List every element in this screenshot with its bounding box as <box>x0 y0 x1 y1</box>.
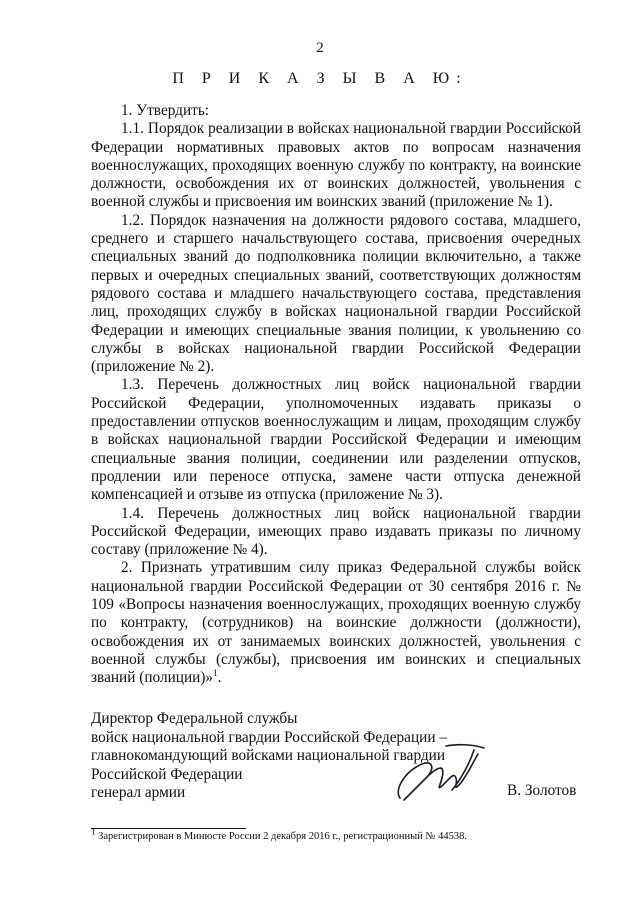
footnote-divider <box>91 828 246 829</box>
signatory-title-line-2: войск национальной гвардии Российской Федерации – <box>91 728 447 746</box>
paragraph-2: 2. Признать утратившим силу приказ Федеральной службы войск национальной гвардии Российской Федерации от 30 сентября 2016 г. № 109 «Вопросы назначения военнослужащих, проходящих военную службу по контракту, (сотрудников) на воинские должности (должности), освобождения их от занимаемых воинских должностей, увольнения с военной службы (службы), присвоения им воинских и специальных званий (полиции)»$^1$. <box>91 559 581 687</box>
paragraph-1: 1. Утвердить: <box>121 102 210 119</box>
paragraph-2-text: 2. Признать утратившим силу приказ Федеральной службы войск национальной гвардии Российской Федерации от 30 сентября 2016 г. № 109 «Вопросы назначения военнослужащих, проходящих военную службу по контракту, (сотрудников) на воинские должности (должности), освобождения их от занимаемых воинских должностей, увольнения с военной службы (службы), присвоения им воинских и специальных званий (полиции)» <box>91 559 581 687</box>
footnote-reference: 1 <box>213 668 218 679</box>
signatory-name: В. Золотов <box>507 782 577 799</box>
paragraph-1-3: 1.3. Перечень должностных лиц войск национальной гвардии Российской Федерации, уполномоченных издавать приказы о предоставлении отпусков военнослужащим и лицам, проходящим службу в войсках национальной гвардии Российской Федерации и имеющим специальные звания полиции, соединении или разделении отпусков, продлении или переносе отпуска, замене части отпуска денежной компенсацией и отзыве из отпуска (приложение № 3). <box>91 376 581 504</box>
signatory-title-line-4: Российской Федерации <box>91 765 243 783</box>
signatory-rank: генерал армии <box>91 784 186 801</box>
order-heading: П Р И К А З Ы В А Ю: <box>172 70 468 87</box>
page-number: 2 <box>316 40 324 56</box>
footnote-mark: 1 <box>91 826 96 837</box>
order-body <box>91 102 581 688</box>
footnote-text: Зарегистрирован в Минюсте России 2 декабря 2016 г., регистрационный № 44538. <box>98 831 467 842</box>
signatory-title-line-1: Директор Федеральной службы <box>91 710 298 727</box>
paragraph-1-4: 1.4. Перечень должностных лиц войск национальной гвардии Российской Федерации, имеющих право издавать приказы по личному составу (приложение № 4). <box>91 504 581 559</box>
signatory-title-line-3: главнокомандующий войсками национальной гвардии <box>91 747 446 764</box>
paragraph-1-1: 1.1. Порядок реализации в войсках национальной гвардии Российской Федерации нормативных правовых актов по вопросам назначения военнослужащих, проходящих военную службу по контракту, на воинские должности, освобождения их от воинских должностей, увольнения с военной службы и присвоения им воинских званий (приложение № 1). <box>91 120 581 211</box>
paragraph-1-2: 1.2. Порядок назначения на должности рядового состава, младшего, среднего и старшего начальствующего состава, присвоения очередных специальных званий до подполковника полиции включительно, а также первых и очередных специальных званий, соответствующих должностям рядового состава и младшего начальствующего состава, представления лиц, проходящих службу в войсках национальной гвардии Российской Федерации и имеющих специальные звания полиции, к увольнению со службы в войсках национальной гвардии Российской Федерации (приложение № 2). <box>91 211 581 376</box>
footnote <box>91 826 581 843</box>
handwritten-signature <box>386 738 496 818</box>
